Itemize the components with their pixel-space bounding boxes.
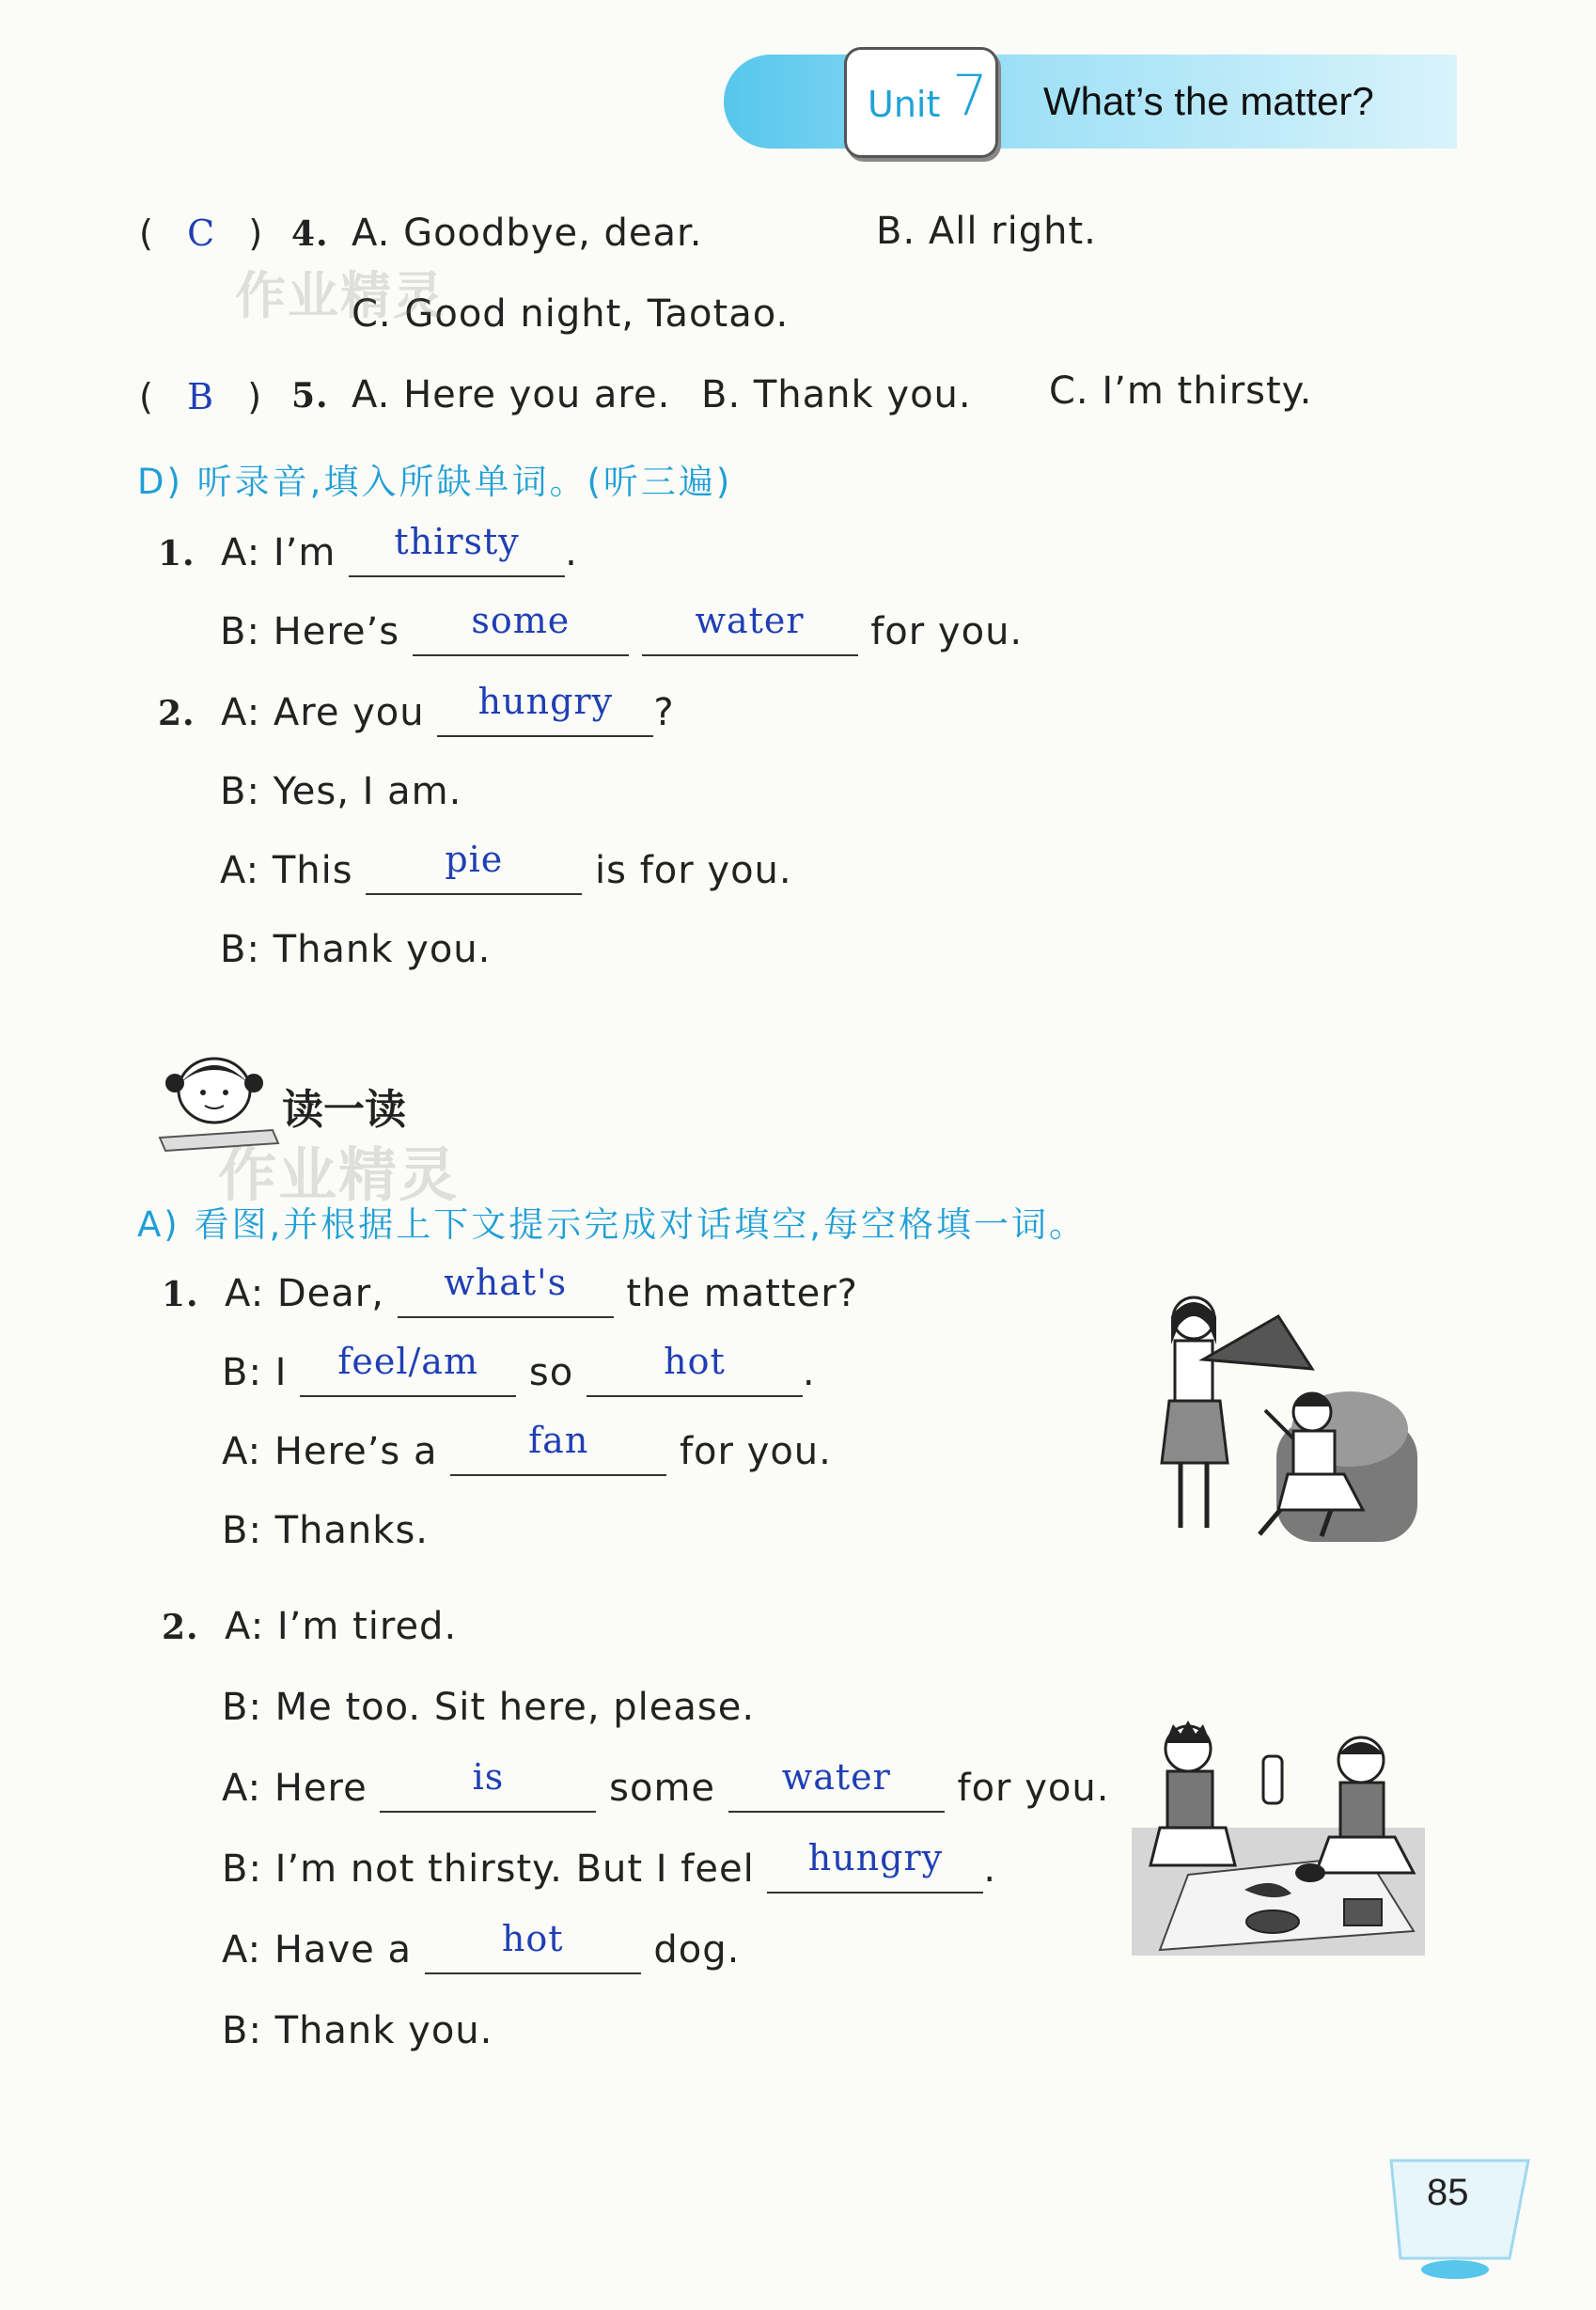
a-q2-line-3: A: Here is some water for you. xyxy=(222,1769,1109,1813)
q4-row: 4. xyxy=(291,214,329,254)
d-q1-line-b: B: Here’s some water for you. xyxy=(220,613,1023,656)
part-d-instruction: D) 听录音,填入所缺单词。(听三遍) xyxy=(137,462,733,502)
a-q1-line-2: B: I feel/am so hot . xyxy=(222,1354,816,1397)
watermark-2: 作业精灵 xyxy=(218,1140,460,1209)
page-number: 85 xyxy=(1427,2172,1469,2213)
answer-paren-q5: ( B ) xyxy=(139,376,262,417)
part-a-instruction: A) 看图,并根据上下文提示完成对话填空,每空格填一词。 xyxy=(137,1204,1087,1245)
q4-option-c: C. Good night, Taotao. xyxy=(352,292,790,336)
a-q2-line-1: 2. A: I’m tired. xyxy=(162,1605,458,1648)
answer-paren-q4: ( C ) xyxy=(139,212,263,254)
unit-number: 7 xyxy=(952,63,989,129)
page-number-badge xyxy=(1380,2145,1540,2286)
picnic-illustration xyxy=(1132,1715,1425,1956)
a-q1-line-1: 1. A: Dear, what's the matter? xyxy=(162,1275,858,1318)
d-q1-line-a: 1. A: I’m thirsty . xyxy=(158,534,578,577)
q5-option-b: B. Thank you. xyxy=(701,373,972,416)
a-q2-line-4: B: I’m not thirsty. But I feel hungry . xyxy=(222,1850,996,1894)
watermark: 作业精灵 xyxy=(235,266,446,325)
d-q2-line-b2: B: Thank you. xyxy=(220,928,492,971)
a-q2-line-2: B: Me too. Sit here, please. xyxy=(222,1686,756,1729)
a-q1-line-4: B: Thanks. xyxy=(222,1509,429,1552)
a-q2-line-5: A: Have a hot dog. xyxy=(222,1931,740,1974)
unit-word: Unit xyxy=(868,84,941,125)
read-section-title: 读一读 xyxy=(282,1086,406,1134)
d-q2-line-a2: A: This pie is for you. xyxy=(220,852,792,895)
a-q1-line-3: A: Here’s a fan for you. xyxy=(222,1433,832,1476)
d-q2-line-a1: 2. A: Are you hungry ? xyxy=(158,694,675,737)
q5-row: 5. xyxy=(291,376,329,416)
fan-illustration xyxy=(1137,1288,1419,1551)
d-q2-line-b1: B: Yes, I am. xyxy=(220,770,462,813)
q5-option-a: A. Here you are. xyxy=(352,373,671,416)
unit-badge xyxy=(844,47,998,158)
unit-title: What’s the matter? xyxy=(1043,79,1374,123)
q4-option-b: B. All right. xyxy=(876,210,1097,253)
a-q2-line-6: B: Thank you. xyxy=(222,2009,493,2052)
q4-option-a: A. Goodbye, dear. xyxy=(352,212,703,255)
q5-option-c: C. I’m thirsty. xyxy=(1049,369,1313,413)
